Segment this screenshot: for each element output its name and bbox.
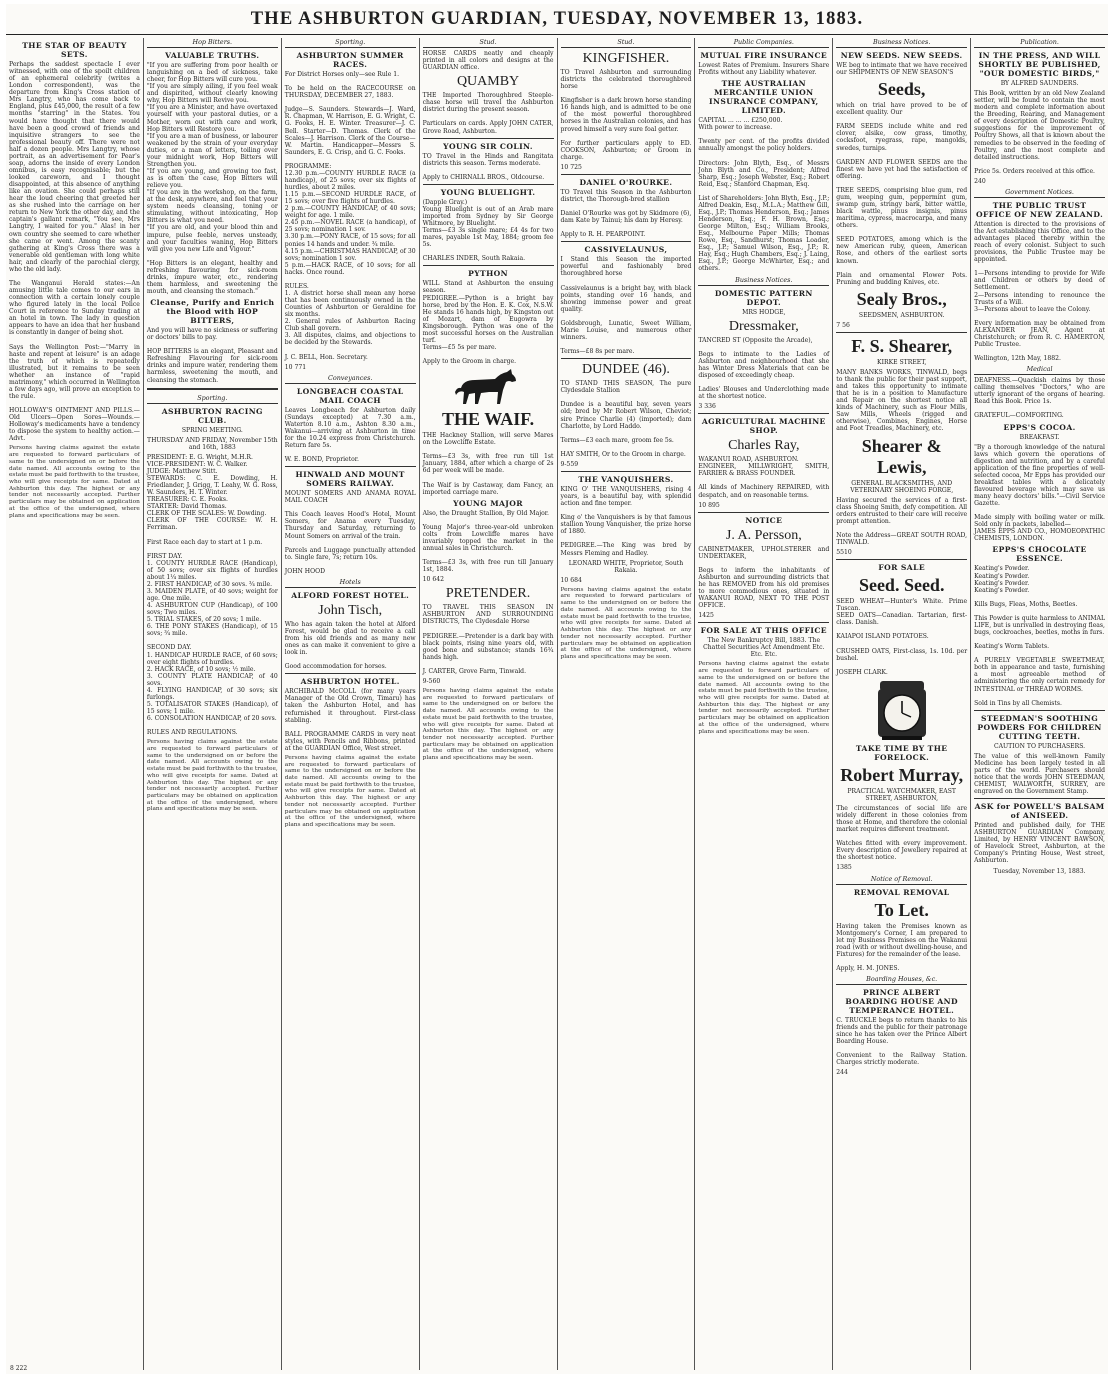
ad-name: DUNDEE (46). bbox=[582, 362, 670, 378]
ad-title: THE PUBLIC TRUST OFFICE OF NEW ZEALAND. bbox=[975, 200, 1104, 219]
ad-body: HORSE CARDS neatly and cheaply printed in all colors and designs at the GUARDIAN office. bbox=[422, 50, 554, 72]
ad-body: THE Hackney Stallion, will serve Mares on the Lowcliffe Estate. Terms—£3 3s, with free run till 1st January, 1884, after which a charge of 2s 6d per week will be made. The Waif is by Castaway, dam Fancy, an imported carriage mare. bbox=[422, 432, 554, 496]
ad-title: EPPS'S CHOCOLATE ESSENCE. bbox=[992, 545, 1087, 564]
ad-title: EPPS'S COCOA. bbox=[1003, 422, 1076, 432]
ad-name: J. A. Persson, bbox=[725, 527, 802, 543]
filler-text: Persons having claims against the estate are requested to forward particulars of same to the undersigned on or before the date named. All accounts owing to the estate must be paid forthwith to the trustee, who will give receipts for same. Dated at Ashburton this day. The highest or any tender not necessarily accepted. Further particulars may be obtained on application at the office of the undersigned, where plans and specifications may be seen. bbox=[422, 688, 554, 762]
divider bbox=[147, 388, 278, 390]
ad-body: (Dapple Gray.) Young Bluelight is out of an Arab mare imported from Sydney by Sir George Whitmore, by Bluelight. Terms—£3 3s single mare; £4 4s for two mares, payable 1st May, 1884; groom fee 5s. CHARLES INDER, South Rakaia. bbox=[422, 198, 554, 263]
ad-body: Leaves Longbeach for Ashburton daily (Sundays excepted) at 7.30 a.m., Waterton 8.10 a.m., Ashton 8.30 a.m., Wakanui—arriving at Ashburton in time for the 10.24 express from Christchurch. Return fare 5s. W. E. BOND, Proprietor. bbox=[284, 406, 416, 464]
ad-body: WAKANUI ROAD, ASHBURTON. ENGINEER, MILLWRIGHT, SMITH, FARRIER & BRASS FOUNDER. All kinds of Machinery REPAIRED, with despatch, and on reasonable terms. bbox=[698, 456, 830, 499]
ad-name: F. S. Shearer, bbox=[851, 335, 953, 356]
ad-title: Cleanse, Purify and Enrich the Blood with HOP BITTERS, bbox=[150, 298, 275, 326]
column-4 bbox=[420, 38, 558, 1370]
ad-title: AGRICULTURAL MACHINE SHOP. bbox=[701, 417, 826, 436]
article-body: Perhaps the saddest spectacle I ever witnessed, with one of the spoilt children of an ephemeral celebrity (writes a London correspondent), was the departure from King's Cross station of Mrs Langtry, who has come back to England, plus £45,000, the result of a few months "starring" in the States. You would have thought that there would have been a good crowd of friends and inquisitive strangers to see the professional beauty off. There were not half a dozen people. Mrs Langtry, whose portrait, as an advertisement for Pear's soap, adorns the inside of every London omnibus, is easy recognisable; but the looked careworn, and I thought disappointed, at this absence of anything like an ovation. She could perhaps still hear the loud cheering that greeted her as she rushed into the carriage on her return to New York the other day, and the captain's gallant remark, "You see, Mrs Langtry, I waited for you." Alas! in her own country she seemed to care whether she came or went. Among the scanty gathering at King's Cross there was a venerable old gentleman with long white hair, and clearly of the parochial clergy, who the old lady. The Wanganui Herald states:—An amusing little tale comes to our ears in connection with a certain lonely couple who figured lately in the local Police Court in reference to Sunday trading at an hotel in town. The lady in question appears to have an idea that her husband is constantly in danger of being shot. Says the Wellington Post:—"Marry in haste and repent at leisure" is an adage the truth of which is repeatedly illustrated, but it remains to be seen whether an instance of "rapid matrimony," which occurred in Wellington a few days ago, will prove an exception to the rule. HOLLOWAY'S OINTMENT AND PILLS.—Old Ulcers—Open Sores—Wounds.—Holloway's medicaments have a tendency to dispose the system to healthy action.—Advt. bbox=[9, 61, 140, 443]
ad-title: PYTHON bbox=[468, 269, 509, 279]
ad-subtitle: BREAKFAST. bbox=[1019, 433, 1060, 441]
ad-title: NEW SEEDS. NEW SEEDS. bbox=[840, 51, 963, 60]
ad-subtitle: CAUTION TO PURCHASERS. bbox=[993, 742, 1086, 750]
divider bbox=[561, 174, 692, 175]
ad-body: The value of this well-known Family Medicine has been largely tested in all parts of the world. Purchasers should notice that the words JOHN STEEDMAN, CHEMIST, WALWORTH, SURREY, are engraved on the Government Stamp. bbox=[974, 752, 1105, 796]
ad-subtitle: SPRING MEETING. bbox=[181, 426, 243, 434]
article-title: THE STAR OF BEAUTY SETS. bbox=[22, 41, 127, 59]
ad-title: PRINCE ALBERT BOARDING HOUSE AND TEMPERANCE HOTEL. bbox=[845, 987, 958, 1015]
section-header: Hotels bbox=[285, 578, 416, 588]
divider bbox=[285, 466, 416, 467]
ad-title: ASHBURTON RACING CLUB. bbox=[161, 406, 263, 425]
ad-title: YOUNG BLUELIGHT. bbox=[440, 187, 536, 197]
ad-body: KING O' THE VANQUISHERS, rising 4 years, is a beautiful bay, with splendid action and fine temper. King o' the Vanquishers is by that famous stallion Young Vanquisher, the prize horse of 1880. PEDIGREE.—The King was bred by Messrs Fleming and Hadley. bbox=[560, 485, 692, 557]
column-2 bbox=[144, 38, 282, 1370]
divider bbox=[974, 710, 1105, 711]
ad-body: I Stand this Season the imported powerful and fashionably bred thoroughbred horse Cassivelaunus is a bright bay, with black points, standing over 16 hands, and showing immense power and great quality. Goldsbrough, Lunatic, Sweet William, Marie Louise, and numerous other winners. Terms—£8 8s per mare. bbox=[560, 256, 692, 356]
ad-body: Having taken the Premises known as Montgomery's Corner, I am prepared to let my Business Premises on the Wakanui road (with or without dwelling-house, and Fixtures) for the remainder of the lease. Apply, H. M. JONES. bbox=[836, 922, 968, 972]
ad-footer-number: 10 725 bbox=[560, 163, 582, 171]
ad-name: Seed. Seed. bbox=[858, 575, 945, 596]
ad-footer-number: 5510 bbox=[836, 549, 852, 557]
imprint-date: Tuesday, November 13, 1883. bbox=[993, 867, 1086, 875]
ad-body: SEED WHEAT—Hunter's White. Prime Tuscan. SEED OATS—Canadian. Tartarian, first-class. Danish. KAIAPOI ISLAND POTATOES. CRUSHED OATS, First-class, 1s. 10d. per bushel. JOSEPH CLARK. bbox=[836, 598, 968, 676]
ad-name: KINGFISHER. bbox=[582, 51, 670, 66]
column-header: Publication. bbox=[974, 38, 1105, 48]
ad-body: WILL Stand at Ashburton the ensuing season. PEDIGREE.—Python is a bright bay horse, bred by the Hon. E. K. Cox, N.S.W. He stands 16 hands high, by Kingston out of Mozart, dam of Eugowra by Kingsborough. Python was one of the most successful horses on the Australian turf. Terms—£5 5s per mare. Apply to the Groom in charge. bbox=[422, 280, 554, 366]
newspaper-page bbox=[6, 4, 1108, 1374]
column-header: Public Companies. bbox=[698, 38, 829, 48]
ad-title: DOMESTIC PATTERN DEPOT. bbox=[714, 288, 813, 307]
ad-body: "By a thorough knowledge of the natural laws which govern the operations of digestion and nutrition, and by a careful application of the fine properties of well-selected cocoa, Mr Epps has provided our breakfast tables with a delicately flavoured beverage which may save us many heavy doctors' bills."—Civil Service Gazette. Made simply with boiling water or milk. Sold only in packets, labelled— JAMES EPPS AND CO., HOMOEOPATHIC CHEMISTS, LONDON. bbox=[974, 443, 1105, 543]
ad-title: THE AUSTRALIAN MERCANTILE UNION INSURANCE COMPANY, LIMITED. bbox=[709, 79, 819, 116]
ad-name: PRETENDER. bbox=[445, 586, 531, 602]
ad-subtitle: PRACTICAL WATCHMAKER, EAST STREET, ASHBURTON, bbox=[847, 787, 956, 802]
column-8 bbox=[971, 38, 1108, 1370]
ad-body: DEAFNESS.—Quackish claims by those calling themselves "Doctors," who are utterly ignorant of the organs of hearing. Read this Book. Price 1s. GRATEFUL—COMFORTING. bbox=[974, 377, 1105, 420]
filler-text: Persons having claims against the estate are requested to forward particulars of same to the undersigned on or before the date named. All accounts owing to the estate must be paid forthwith to the trustee, who will give receipts for same. Dated at Ashburton this day. The highest or any tender not necessarily accepted. Further particulars may be obtained on application at the office of the undersigned, where plans and specifications may be seen. bbox=[698, 661, 830, 735]
column-header: Stud. bbox=[561, 38, 692, 48]
section-header: Boarding Houses, &c. bbox=[836, 975, 967, 985]
column-3 bbox=[282, 38, 420, 1370]
ad-title: FOR SALE bbox=[878, 563, 926, 573]
column-header: Hop Bitters. bbox=[147, 38, 278, 48]
ad-name: John Tisch, bbox=[318, 602, 383, 618]
columns bbox=[6, 35, 1108, 1370]
ad-footer-number: 244 bbox=[836, 1069, 848, 1077]
ad-body: MOUNT SOMERS AND ANAMA ROYAL MAIL COACH This Coach leaves Hood's Hotel, Mount Somers, for Anama every Tuesday, Thursday and Saturday, returning to Mount Somers on arrival of the train. Parcels and Luggage punctually attended to. Single fare, 7s; return 10s. JOHN HOOD bbox=[284, 490, 416, 575]
ad-title: YOUNG SIR COLIN. bbox=[443, 141, 533, 151]
ad-footer-number: 3 336 bbox=[698, 403, 716, 411]
divider bbox=[836, 332, 967, 333]
ad-title: CASSIVELAUNUS, bbox=[584, 245, 668, 255]
ad-title: YOUNG MAJOR bbox=[453, 498, 524, 508]
section-header: Business Notices. bbox=[698, 276, 829, 286]
ad-title: DANIEL O'ROURKE. bbox=[579, 177, 673, 187]
ad-body: This Book, written by an old New Zealand settler, will be found to contain the most modern and complete information about the Breeding, Rearing, and Management of every description of Domestic Poultry, suggestions for the improvement of Poultry Shows, all that is known about the remedies to be observed in the feeding of Poultry, and the most complete and detailed instructions. Price 5s. Orders received at this office. bbox=[974, 90, 1105, 175]
ad-body: TO Travel this Season in the Ashburton district, the Thorough-bred stallion Daniel O'Rourke was got by Skidmore (6), dam Kate by Tainui; his dam by Heresy. Apply to R. H. PEARPOINT. bbox=[560, 188, 692, 239]
ad-footer-number: 10 684 bbox=[560, 576, 582, 584]
page-footer-number: 8 222 bbox=[10, 1365, 28, 1372]
ad-footer-number: 10 895 bbox=[698, 501, 720, 509]
ad-body: Keating's Powder. Keating's Powder. Keating's Powder. Keating's Powder. Kills Bugs, Fleas, Moths, Beetles. This Powder is quite harmless to ANIMAL LIFE, but is unrivalled in destroying fleas, bugs, cockroaches, beetles, moths in furs. Keating's Worm Tablets. A PURELY VEGETABLE SWEETMEAT, both in appearance and taste, furnishing a most agreeable method of administering the only certain remedy for INTESTINAL or THREAD WORMS. Sold in Tins by all Chemists. bbox=[974, 565, 1105, 707]
ad-title: ASK for POWELL'S BALSAM of ANISEED. bbox=[974, 802, 1105, 821]
masthead: THE ASHBURTON GUARDIAN, TUESDAY, NOVEMBER 13, 1883. bbox=[6, 4, 1108, 35]
column-header: Business Notices. bbox=[836, 38, 967, 48]
ad-body: The circumstances of social life are widely different in those colonies from those at Home, and therefore the colonial market requires different treatment. Watches fitted with every improvement. Every description of Jewellery repaired at the shortest notice. bbox=[836, 804, 968, 862]
divider bbox=[698, 413, 829, 414]
ad-title: IN THE PRESS, AND WILL SHORTLY BE PUBLISHED, "OUR DOMESTIC BIRDS," bbox=[978, 51, 1101, 78]
ad-title: ALFORD FOREST HOTEL. bbox=[291, 590, 410, 600]
ad-title: STEEDMAN'S SOOTHING POWDERS FOR CHILDREN CUTTING TEETH. bbox=[977, 713, 1102, 741]
ad-body: THE Imported Thoroughbred Steeple-chase horse will travel the Ashburton district during the present season. Particulars on cards. Apply JOHN CATER, Grove Road, Ashburton. bbox=[422, 92, 554, 135]
divider bbox=[561, 358, 692, 359]
imprint-text: Printed and published daily, for THE ASHBURTON GUARDIAN Company, Limited, by HENRY VINCENT BAWSON, of Havelock Street, Ashburton, at the Company's Printing House, West street, Ashburton. bbox=[974, 822, 1105, 865]
filler-text: Persons having claims against the estate are requested to forward particulars of same to the undersigned on or before the date named. All accounts owing to the estate must be paid forthwith to the trustee, who will give receipts for same. Dated at Ashburton this day. The highest or any tender not necessarily accepted. Further particulars may be obtained on application at the office of the undersigned, where plans and specifications may be seen. bbox=[560, 586, 692, 660]
ad-signature: LEONARD WHITE, Proprietor, South Rakaia. bbox=[568, 559, 684, 574]
ad-body: TO STAND THIS SEASON, The pure Clydesdale Stallion Dundee is a beautiful bay, seven years old; bred by Mr Robert Wilson, Cheviot; sire Prince Charlie (4) (imported); dam Charlotte, by Lord Haddo. Terms—£3 each mare, groom fee 5s. HAY SMITH, Or to the Groom in charge. bbox=[560, 380, 692, 458]
ad-title: LONGBEACH COASTAL MAIL COACH bbox=[296, 386, 404, 405]
ad-footer-number: 10 771 bbox=[284, 363, 307, 371]
ad-body: ARCHIBALD McCOLL (for many years Manager of the Old Crown, Timaru) has taken the Ashburton Hotel, and has refurnished it throughout. First-class stabling. BALL PROGRAMME CARDS in very neat styles, with Pencils and Ribbons, printed at the GUARDIAN Office, West street. bbox=[284, 688, 416, 752]
ad-name: QUAMBY bbox=[456, 74, 520, 90]
ad-body: Having secured the services of a first-class Shoeing Smith, defy competition. All orders entrusted to their care will receive prompt attention. Note the Address—GREAT SOUTH ROAD, TINWALD. bbox=[836, 496, 968, 546]
ad-name: Dressmaker, bbox=[728, 318, 799, 334]
clock-illustration bbox=[872, 679, 932, 741]
ad-name: THE WAIF. bbox=[442, 409, 535, 430]
ad-body: TO Travel in the Hinds and Rangitata districts this season. Terms moderate. Apply to CHIRNALL BROS., Oldcourse. bbox=[422, 152, 554, 181]
ad-name: Robert Murray, bbox=[840, 764, 964, 785]
ad-title: ASHBURTON SUMMER RACES. bbox=[296, 51, 404, 69]
ad-name: To Let. bbox=[874, 899, 929, 920]
ad-body: CAPITAL ... ... ... £250,000. With power to increase. Twenty per cent. of the profits divided annually amongst the policy holders. Directors: John Blyth, Esq., of Messrs John Blyth and Co., President; Alfred Sharp, Esq.; Joseph Webster, Esq.; Robert Reid, Esq.; Stanford Chapman, Esq. List of Shareholders: John Blyth, Esq., J.P.; Alfred Deakin, Esq., M.L.A.; Matthew Gill, Esq., J.P.; Thomas Henderson, Esq.; James Henderson, Esq.; F. H. Brown, Esq.; George Milton, Esq.; William Brooks, Esq., Melbourne Paper Mills; Thomas Rowe, Esq., Sandhurst; Thomas Loader, Esq., J.P.; Samuel Wilson, Esq., J.P.; R. Hay, Esq.; Hugh Chambers, Esq.; J. Laing, Esq., J.P.; George McWhirter, Esq.; and others. bbox=[698, 117, 830, 273]
section-header: Government Notices. bbox=[974, 188, 1105, 198]
ad-dates: THURSDAY AND FRIDAY, November 15th and 16th, 1883 bbox=[147, 436, 278, 451]
ad-body: Also, the Draught Stallion, By Old Major. Young Major's three-year-old unbroken colts from Lowcliffe mares have invariably topped the market in the annual sales in Christchurch. Terms—£3 3s, with free run till January 1st, 1884. bbox=[422, 509, 554, 574]
ad-body: The New Bankruptcy Bill, 1883. The Chattel Securities Act Amendment Etc. Etc. Etc. bbox=[703, 637, 825, 659]
column-header: Sporting. bbox=[285, 38, 416, 48]
ad-body: TO Travel Ashburton and surrounding districts the celebrated thoroughbred horse Kingfisher is a dark brown horse standing 16 hands high, and is admitted to be one of the most powerful thoroughbred horses in the Australian colonies, and has proved himself a very sure foal getter. For further particulars apply to ED. COOKSON, Ashburton; or Groom in charge. bbox=[560, 69, 692, 161]
ad-subtitle: MRS HODGE, bbox=[742, 308, 786, 316]
ad-body: CABINETMAKER, UPHOLSTERER and UNDERTAKER, Begs to inform the inhabitants of Ashburton and surrounding districts that he has REMOVED from his old premises to more commodious ones, situated in WAKANUI ROAD, NEXT TO THE POST OFFICE. bbox=[698, 545, 830, 610]
column-6 bbox=[695, 38, 833, 1370]
filler-text: Persons having claims against the estate are requested to forward particulars of same to the undersigned on or before the date named. All accounts owing to the estate must be paid forthwith to the trustee, who will give receipts for same. Dated at Ashburton this day. The highest or any tender not necessarily accepted. Further particulars may be obtained on application at the office of the undersigned, where plans and specifications may be seen. bbox=[146, 739, 278, 813]
ad-title: TAKE TIME BY THE FORELOCK. bbox=[855, 743, 948, 762]
ad-name: Shearer & Lewis, bbox=[861, 435, 942, 477]
ad-body: For District Horses only—see Rule 1. To be held on the RACECOURSE on THURSDAY, DECEMBER 27, 1883. Judge—S. Saunders. Stewards—J. Ward, R. Chapman, W. Harrison, E. G. Wright, C. G. Fooks, H. E. Winter. Treasurer—J. C. Bell. Starter—D. Thomas. Clerk of the Scales—J. Harrison. Clerk of the Course—W. Martin. Handicapper—Messrs S. Saunders, E. G. Crisp, and G. C. Fooks. PROGRAMME: 12.30 p.m.—COUNTY HURDLE RACE (a handicap), of 25 sovs; over six flights of hurdles, about 2 miles. 1.15 p.m.—SECOND HURDLE RACE, of 15 sovs; over five flights of hurdles. 2 p.m.—COUNTY HANDICAP, of 40 sovs; weight for age. 1 mile. 2.45 p.m.—NOVEL RACE (a handicap), of 25 sovs; nomination 1 sov. 3.30 p.m.—PONY RACE, of 15 sovs; for all ponies 14 hands and under. ¾ mile. 4.15 p.m.—CHRISTMAS HANDICAP, of 30 sovs; nomination 1 sov. 5 p.m.—HACK RACE, of 10 sovs; for all hacks. Once round. RULES. 1. A district horse shall mean any horse that has been continuously owned in the Counties of Ashburton or Geraldine for six months. 2. General rules of Ashburton Racing Club shall govern. 3. All disputes, claims, and objections to be decided by the Stewards. J. C. BELL, Hon. Secretary. bbox=[284, 71, 416, 361]
divider bbox=[561, 241, 692, 242]
ad-body: C. TRUCKLE begs to return thanks to his friends and the public for their patronage since he has taken over the Prince Albert Boarding House. Convenient to the Railway Station. Charges strictly moderate. bbox=[836, 1016, 968, 1067]
divider bbox=[974, 798, 1105, 799]
column-7 bbox=[833, 38, 971, 1370]
ad-body: PRESIDENT: E. G. Wright, M.H.R. VICE-PRESIDENT: W. C. Walker. JUDGE: Matthew Stitt. STEWARDS: C. E. Dowding, H. Friedlander, J. Grigg, T. Leahy, W. G. Ross, W. Saunders, H. T. Winter. TREASURER: C. E. Fooks. STARTER: David Thomas. CLERK OF THE SCALES: W. Dowding. CLERK OF THE COURSE: W. H. Ferriman. First Race each day to start at 1 p.m. FIRST DAY. 1. COUNTY HURDLE RACE (Handicap), of 50 sovs; over six flights of hurdles about 1¼ miles. 2. FIRST HANDICAP, of 30 sovs. ¾ mile. 3. MAIDEN PLATE, of 40 sovs; weight for age. One mile. 4. ASHBURTON CUP (Handicap), of 100 sovs; Two miles. 5. TRIAL STAKES, of 20 sovs; 1 mile. 6. THE PONY STAKES (Handicap), of 15 sovs; ¾ mile. SECOND DAY. 1. HANDICAP HURDLE RACE, of 60 sovs; over eight flights of hurdles. 2. HACK RACE, of 10 sovs; ½ mile. 3. COUNTY PLATE HANDICAP, of 40 sovs. 4. FLYING HANDICAP, of 30 sovs; six furlongs. 5. TOTALISATOR STAKES (Handicap), of 15 sovs; 1 mile. 6. CONSOLATION HANDICAP, of 20 sovs. RULES AND REGULATIONS. bbox=[146, 453, 278, 737]
ad-body: Lowest Rates of Premium. Insurers Share Profits without any Liability whatever. bbox=[698, 62, 830, 77]
horse-illustration bbox=[453, 368, 523, 406]
column-5 bbox=[558, 38, 696, 1370]
divider bbox=[423, 265, 554, 266]
ad-subtitle: GENERAL BLACKSMITHS, AND VETERINARY SHOEING FORGE, bbox=[850, 479, 954, 494]
ad-body: Who has again taken the hotel at Alford Forest, would be glad to receive a call from his old friends and as many new ones as can make it convenient to give a look in. Good accommodation for horses. bbox=[284, 620, 416, 671]
ad-name: Charles Ray, bbox=[728, 438, 800, 454]
ad-title: FOR SALE AT THIS OFFICE bbox=[700, 626, 827, 636]
ad-title: ASHBURTON HOTEL. bbox=[300, 677, 400, 687]
ad-title: HINWALD AND MOUNT SOMERS RAILWAY. bbox=[295, 470, 405, 489]
ad-body: TANCRED ST (Opposite the Arcade), Begs to intimate to the Ladies of Ashburton and neighbourhood that she has Winter Dress Materials that can be disposed of exceedingly cheap. Ladies' Blouses and Underclothing made at the shortest notice. bbox=[698, 336, 830, 401]
ad-body: MANY BANKS WORKS, TINWALD, begs to thank the public for their past support, and takes this opportunity to intimate that he is in a position to Manufacture and Repair on the shortest notice all kinds of Machinery, such as Flour Mills, Saw Mills, Wheels (rigged and otherwise), Combines, Engines, Horse and Foot Treadles, Machinery, etc. bbox=[836, 368, 968, 433]
divider bbox=[698, 622, 829, 623]
ad-body: "If you are suffering from poor health or languishing on a bed of sickness, take cheer, for Hop Bitters will cure you. "If you are simply ailing, if you feel weak and dispirited, without clearly knowing why, Hop Bitters will Revive you. "If you are a Minister, and have overtaxed yourself with your pastoral duties, or a Mother, worn out with care and work, Hop Bitters will Restore you. "If you are a man of business, or labourer weakened by the strain of your everyday duties, or a man of letters, toiling over your midnight work, Hop Bitters will Strengthen you. "If you are young, and growing too fast, as is often the case, Hop Bitters will relieve you. "If you are in the workshop, on the farm, at the desk, anywhere, and feel that your system needs cleansing, toning or stimulating, without intoxicating, Hop Bitters is what you need. "If you are old, and your blood thin and impure, pulse feeble, nerves unsteady, and your faculties waning, Hop Bitters will give you new Life and Vigour." "Hop Bitters is an elegant, healthy and refreshing flavouring for sick-room drinks, impure water, etc., rendering them harmless, and sweetening the mouth, and cleansing the stomach." bbox=[146, 62, 278, 295]
ad-title: MUTUAL FIRE INSURANCE bbox=[700, 51, 828, 60]
ad-name: Sealy Bros., bbox=[856, 288, 947, 309]
ad-body: TO TRAVEL THIS SEASON IN ASHBURTON AND SURROUNDING DISTRICTS, The Clydesdale Horse PEDIGREE.—Pretender is a dark bay with black points, rising nine years old, with good bone and substance; stands 16¾ hands high. J. CARTER, Grove Farm, Tinwald. bbox=[422, 604, 554, 675]
ad-body: And you will have no sickness or suffering or doctors' bills to pay. HOP BITTERS is an elegant, Pleasant and Refreshing Flavouring for sick-room drinks and impure water, rendering them harmless, sweetening the mouth, and cleansing the stomach. bbox=[146, 327, 278, 384]
ad-footer-number: 7 56 bbox=[836, 321, 850, 329]
ad-name: Seeds, bbox=[877, 79, 926, 100]
divider bbox=[423, 184, 554, 185]
ad-footer-number: 9-559 bbox=[560, 460, 579, 468]
divider bbox=[423, 138, 554, 139]
ad-footer-number: 9-560 bbox=[422, 677, 441, 685]
ad-title: NOTICE bbox=[745, 515, 783, 525]
divider bbox=[285, 673, 416, 674]
filler-text: Persons having claims against the estate are requested to forward particulars of same to the undersigned on or before the date named. All accounts owing to the estate must be paid forthwith to the trustee, who will give receipts for same. Dated at Ashburton this day. The highest or any tender not necessarily accepted. Further particulars may be obtained on application at the office of the undersigned, where plans and specifications may be seen. bbox=[9, 445, 140, 519]
ad-title: REMOVAL REMOVAL bbox=[853, 887, 950, 897]
section-header: Medical bbox=[974, 365, 1105, 375]
section-header: Notice of Removal. bbox=[836, 875, 967, 885]
ad-title: THE VANQUISHERS. bbox=[578, 474, 674, 484]
divider bbox=[836, 559, 967, 560]
ad-body: Attention is directed to the provisions of the Act establishing this Office, and to the advantages placed thereby within the reach of every colonist. Subject to such provisions, the Public Trustee may be appointed. 1—Persons intending to provide for Wife and Children or others by deed of Settlement. 2—Persons intending to renounce the Trusts of a Will. 3—Persons about to leave the Colony. Every information may be obtained from ALEXANDER JEAN, Agent at Christchurch; or from R. C. HAMERTON, Public Trustee. Wellington, 12th May, 1882. bbox=[974, 220, 1105, 363]
ad-title: VALUABLE TRUTHS. bbox=[165, 51, 260, 60]
ad-footer-number: 1385 bbox=[836, 864, 852, 872]
ad-footer-number: 10 642 bbox=[422, 576, 444, 584]
section-header: Conveyances. bbox=[285, 374, 416, 384]
ad-body: which on trial have proved to be of excellent quality. Our FARM SEEDS include white and red clover, alsike, cow grass, timothy, cocksfoot, ryegrass, rape, mangolds, swedes, turnips. GARDEN AND FLOWER SEEDS are the finest we have yet had the satisfaction of offering. TREE SEEDS, comprising blue gum, red gum, weeping gum, peppermint gum, swamp gum, stringy bark, bitter wattle, black wattle, pinus insignis, pinus maritima, cypress, macrocarpa, and many others. SEED POTATOES, among which is the new American ruby, queen, American Rose, and others of the earliest sorts known. Plain and ornamental Flower Pots. Pruning and budding Knives, etc. bbox=[836, 102, 968, 286]
column-1 bbox=[6, 38, 144, 1370]
filler-text: Persons having claims against the estate are requested to forward particulars of same to the undersigned on or before the date named. All accounts owing to the estate must be paid forthwith to the trustee, who will give receipts for same. Dated at Ashburton this day. The highest or any tender not necessarily accepted. Further particulars may be obtained on application at the office of the undersigned, where plans and specifications may be seen. bbox=[284, 754, 416, 829]
section-header: Sporting. bbox=[147, 394, 278, 404]
column-header: Stud. bbox=[423, 38, 554, 48]
ad-subtitle: KIRKE STREET, bbox=[877, 358, 927, 366]
ad-subtitle: BY ALFRED SAUNDERS. bbox=[1000, 80, 1079, 87]
ad-subtitle: SEEDSMEN, ASHBURTON. bbox=[858, 311, 945, 319]
divider bbox=[698, 512, 829, 513]
divider bbox=[561, 471, 692, 472]
ad-footer-number: 240 bbox=[974, 177, 986, 185]
ad-body: WE beg to intimate that we have received our SHIPMENTS OF NEW SEASON'S bbox=[836, 62, 968, 77]
ad-footer-number: 1425 bbox=[698, 612, 714, 620]
